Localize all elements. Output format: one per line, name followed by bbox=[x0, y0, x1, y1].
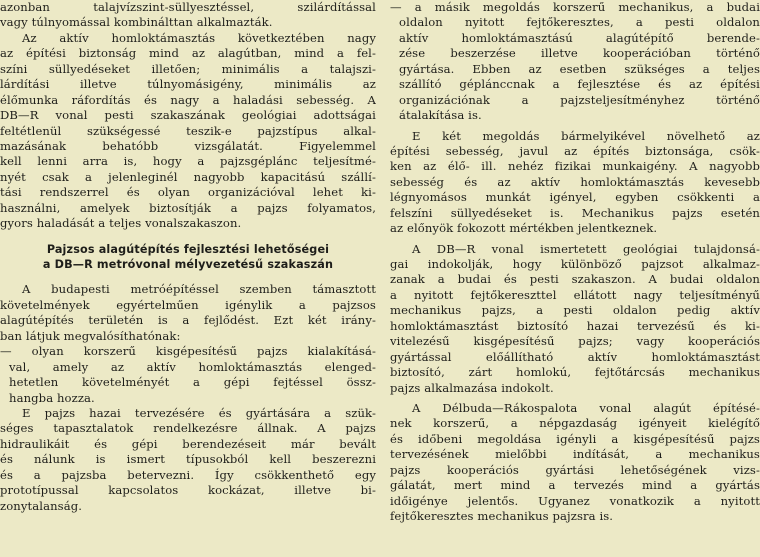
text-line: ban látjuk megvalósíthatónak: bbox=[0, 328, 181, 343]
text-line: organizációnak a pajzsteljesítményhez történő bbox=[399, 92, 760, 107]
text-line: színi süllyedéseket illetően; minimális a talajszi- bbox=[0, 61, 376, 76]
text-line: alagútépítés területén is a fejlődést. Ezt két irány- bbox=[0, 313, 376, 328]
text-line: kell lenni arra is, hogy a pajzsgéplánc teljesítmé- bbox=[0, 154, 376, 169]
bullet-mechanical-shield bbox=[390, 0, 760, 124]
text-line: E pajzs hazai tervezésére és gyártására a szük- bbox=[22, 405, 376, 420]
text-line: vitelezésű kisgépesítésű pajzs; vagy kooperációs bbox=[390, 334, 760, 349]
text-line: időigénye jelentős. Ugyanez vonatkozik a nyitott bbox=[390, 493, 760, 508]
text-line: mazásának behatóbb vizsgálatát. Figyelemmel bbox=[0, 138, 376, 153]
text-line: követelmények egyértelműen igénylik a pajzsos bbox=[0, 297, 376, 312]
text-line: és időbeni megoldása igényli a kisgépesítésű pajzs bbox=[390, 431, 760, 446]
text-line: zanak a budai és pesti szakaszon. A budai oldalon bbox=[390, 272, 760, 287]
text-line: A DB—R vonal ismertetett geológiai tulajdonsá- bbox=[412, 241, 760, 256]
text-line: az építési biztonság mind az alagútban, mind a fel- bbox=[0, 46, 376, 61]
text-line: Az aktív homloktámasztás következtében nagy bbox=[22, 30, 376, 45]
text-line: pajzs alkalmazása indokolt. bbox=[390, 380, 554, 395]
text-line: zése beszerzése illetve kooperációban történő bbox=[399, 46, 760, 61]
left-column bbox=[0, 0, 376, 514]
text-line: mechanikus pajzs, a pesti oldalon pedig aktív bbox=[390, 303, 760, 318]
text-line: séges tapasztalatok rendelkezésre állnak. A pajzs bbox=[0, 421, 376, 436]
text-line: az előnyök fokozott mértékben jelentkeznek. bbox=[390, 221, 658, 236]
text-line: — a másik megoldás korszerű mechanikus, a budai bbox=[390, 0, 760, 14]
text-line: szállító géplánccnak a fejlesztése és az építési bbox=[399, 77, 760, 92]
text-line: gyors haladását a teljes vonalszakaszon. bbox=[0, 216, 242, 231]
heading-line: a DB—R metróvonal mélyvezetésű szakaszán bbox=[42, 258, 334, 271]
text-line: val, amely az aktív homloktámasztás elenged- bbox=[9, 359, 376, 374]
text-line: feltétlenül szükségessé teszik-e pajzstípus alkal- bbox=[0, 123, 376, 138]
paragraph-domestic-design bbox=[0, 406, 376, 514]
text-line: pajzs kooperációs gyártási lehetőségének vizs- bbox=[390, 462, 760, 477]
right-column bbox=[390, 0, 760, 524]
text-line: gai indokolják, hogy különböző pajzsot alkalmaz- bbox=[390, 257, 760, 271]
text-line: hangba hozza. bbox=[9, 390, 95, 405]
text-line: tási rendszerrel és olyan organizációval lehet ki- bbox=[0, 185, 376, 200]
text-line: tervezésének mielőbbi indítását, a mechanikus bbox=[390, 447, 760, 462]
paragraph-requirements bbox=[0, 282, 376, 344]
text-line: vagy túlnyomással kombinálttan alkalmazták. bbox=[0, 15, 273, 30]
text-line: oldalon nyitott fejtőkeresztes, a pesti oldalon bbox=[399, 15, 760, 30]
section-heading bbox=[0, 242, 376, 273]
text-line: élőmunka ráfordítás és nagy a haladási sebesség. A bbox=[0, 92, 376, 107]
text-line: hidraulikáit és gépi berendezéseit már bevált bbox=[0, 436, 376, 451]
paragraph-delbuda-line bbox=[390, 401, 760, 525]
text-line: építési sebesség, javul az építés biztonsága, csök- bbox=[390, 143, 760, 158]
text-line: gálatát, mert mind a tervezés mind a gyártás bbox=[390, 478, 760, 493]
text-line: ken az élő- ill. nehéz fizikai munkaigény. A nagyobb bbox=[390, 159, 760, 174]
text-line: aktív homloktámasztású alagútépítő berende- bbox=[399, 30, 760, 45]
text-line: zonytalanság. bbox=[0, 498, 83, 513]
paragraph-active-face-support bbox=[0, 31, 376, 232]
text-line: légnyomásos munkát igényel, egyben csökkenti a bbox=[390, 190, 760, 205]
text-line: A Délbuda—Rákospalota vonal alagút építésé- bbox=[412, 400, 760, 415]
text-line: azonban talajvízszint-süllyesztéssel, szilárdítással bbox=[0, 0, 376, 14]
heading-line: Pajzsos alagútépítés fejlesztési lehetőségei bbox=[46, 242, 330, 256]
text-line: és a pajzsba betervezni. Így csökkenthető egy bbox=[0, 467, 376, 482]
text-line: prototípussal kapcsolatos kockázat, illetve bi- bbox=[0, 483, 376, 498]
text-line: és nálunk is ismert típusokból kell beszerezni bbox=[0, 452, 376, 467]
text-line: átalakítása is. bbox=[399, 108, 482, 123]
text-line: — olyan korszerű kisgépesítésű pajzs kialakításá- bbox=[0, 344, 376, 359]
text-line: A budapesti metróépítéssel szemben támasztott bbox=[22, 282, 376, 297]
paragraph-continuation bbox=[0, 0, 376, 31]
paragraph-benefits bbox=[390, 129, 760, 237]
text-line: E két megoldás bármelyikével növelhető az bbox=[412, 128, 760, 143]
text-line: hetetlen követelményét a gépi fejtéssel össz- bbox=[9, 375, 376, 390]
spacer bbox=[0, 232, 376, 242]
text-line: gyártással előállítható aktív homloktámasztást bbox=[390, 349, 760, 364]
text-line: lárdítási illetve túlnyomásigény, minimális az bbox=[0, 77, 376, 92]
bullet-small-mechanised-shield bbox=[0, 344, 376, 406]
text-line: használni, amelyek biztosítják a pajzs folyamatos, bbox=[0, 200, 376, 215]
paragraph-geology bbox=[390, 242, 760, 396]
text-line: gyártása. Ebben az esetben szükséges a teljes bbox=[399, 61, 760, 76]
text-line: DB—R vonal pesti szakaszának geológiai adottságai bbox=[0, 108, 376, 123]
text-line: a nyitott fejtőkereszttel ellátott nagy teljesítményű bbox=[390, 287, 760, 302]
text-line: biztosító, zárt homlokú, fejtőtárcsás mechanikus bbox=[390, 365, 760, 380]
text-line: nek korszerű, a népgazdaság igényeit kielégítő bbox=[390, 416, 760, 431]
text-line: sebesség és az aktív homloktámasztás kevesebb bbox=[390, 174, 760, 189]
text-line: fejtőkeresztes mechanikus pajzsra is. bbox=[390, 509, 614, 523]
text-line: felszíni süllyedéseket is. Mechanikus pajzs esetén bbox=[390, 205, 760, 220]
spacer bbox=[0, 272, 376, 282]
text-line: nyét csak a jelenleginél nagyobb kapacitású szállí- bbox=[0, 169, 376, 184]
text-line: homloktámasztást biztosító hazai tervezésű és ki- bbox=[390, 318, 760, 333]
